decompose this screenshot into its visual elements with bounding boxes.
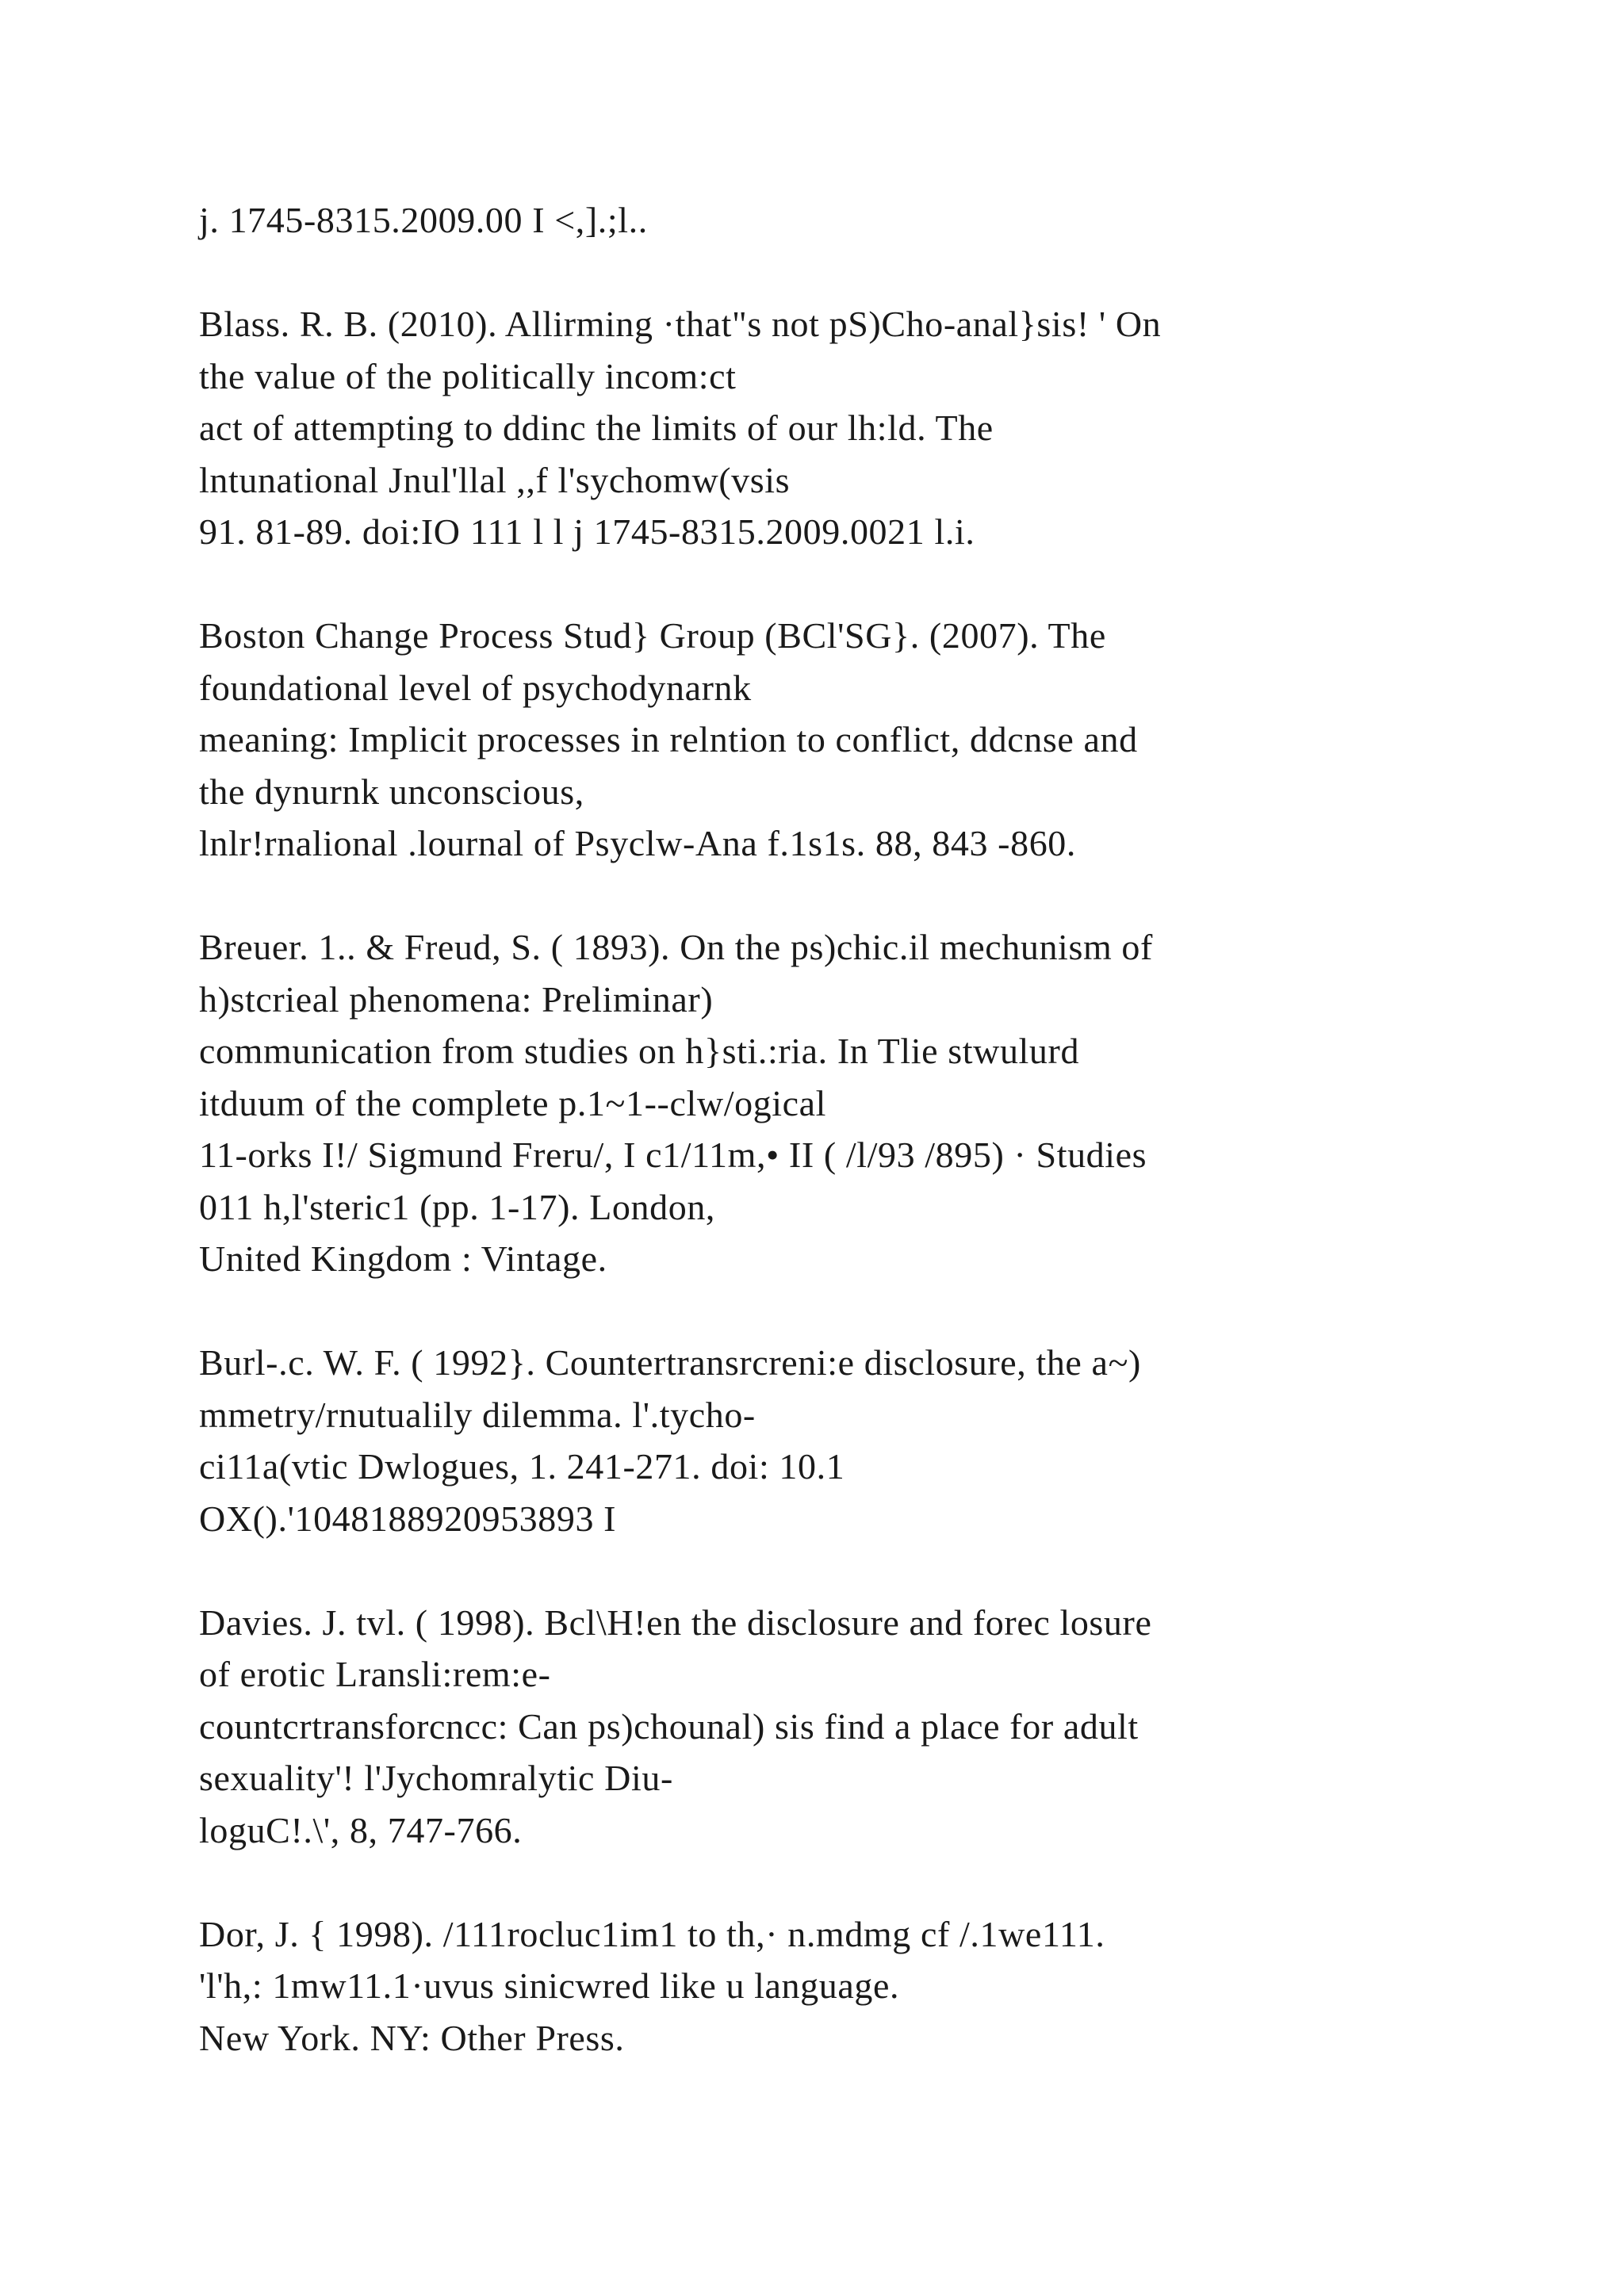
reference-line: of erotic Lransli:rem:e- [199,1654,551,1694]
reference-line: 11-orks I!/ Sigmund Freru/, I c1/11m,• II ( /l/93 /895) · Studies [199,1135,1147,1175]
reference-entry-dor [199,1908,1452,2064]
reference-line: OX().'1048188920953893 I [199,1498,617,1539]
reference-line: act of attempting to ddinc the limits of our lh:ld. The [199,408,994,448]
reference-line: h)stcrieal phenomena: Preliminar) [199,978,714,1020]
reference-line: Burl-.c. W. F. ( 1992}. Countertransrcreni:e disclosure, the a~) [199,1342,1141,1383]
reference-line: 91. 81-89. doi:IO 111 l l j 1745-8315.2009.0021 l.i. [199,511,975,552]
reference-line: mmetry/rnutualily dilemma. l'.tycho- [199,1394,756,1435]
reference-line: communication from studies on h}sti.:ria. In Tlie stwulurd [199,1031,1080,1071]
reference-line: New York. NY: Other Press. [199,2017,625,2058]
reference-line: the value of the politically incom:ct [199,355,737,396]
reference-line: Dor, J. { 1998). /111rocluc1im1 to th,· n.mdmg cf /.1we111. [199,1913,1105,1954]
reference-entry-blass [199,298,1452,558]
reference-line: United Kingdom : Vintage. [199,1238,607,1279]
reference-line: 'l'h,: 1mw11.1·uvus sinicwred like u language. [199,1965,900,2006]
reference-line: itduum of the complete p.1~1--clw/ogical [199,1082,827,1123]
reference-line: Breuer. 1.. & Freud, S. ( 1893). On the ps)chic.il mechunism of [199,927,1153,967]
reference-entry-davies [199,1597,1452,1857]
reference-entry-1 [199,194,1452,247]
reference-line: foundational level of psychodynarnk [199,667,752,708]
reference-line: Blass. R. B. (2010). Allirming ·that"s not pS)Cho-anal}sis! ' On [199,304,1162,344]
reference-line: the dynurnk unconscious, [199,771,584,812]
reference-entry-breuer [199,921,1452,1285]
reference-entry-boston [199,610,1452,870]
reference-line: countcrtransforcncc: Can ps)chounal) sis find a place for adult [199,1705,1139,1747]
reference-line: 011 h,l'steric1 (pp. 1-17). London, [199,1186,716,1227]
reference-list [199,194,1452,2116]
reference-entry-burke [199,1337,1452,1544]
reference-line: ci11a(vtic Dwlogues, 1. 241-271. doi: 10.1 [199,1446,845,1487]
reference-line: lntunational Jnul'llal ,,f l'sychomw(vsis [199,459,791,500]
reference-line: loguC!.\', 8, 747-766. [199,1809,523,1850]
reference-line: Boston Change Process Stud} Group (BCl'SG}. (2007). The [199,615,1106,656]
reference-line: Davies. J. tvl. ( 1998). Bcl\H!en the disclosure and forec losure [199,1601,1152,1643]
reference-line: sexuality'! l'Jychomralytic Diu- [199,1758,673,1798]
reference-line: meaning: Implicit processes in relntion to conflict, ddcnse and [199,719,1138,760]
reference-line: j. 1745-8315.2009.00 I <,].;l.. [199,200,648,240]
reference-line: lnlr!rnalional .lournal of Psyclw-Ana f.1s1s. 88, 843 -860. [199,823,1076,863]
